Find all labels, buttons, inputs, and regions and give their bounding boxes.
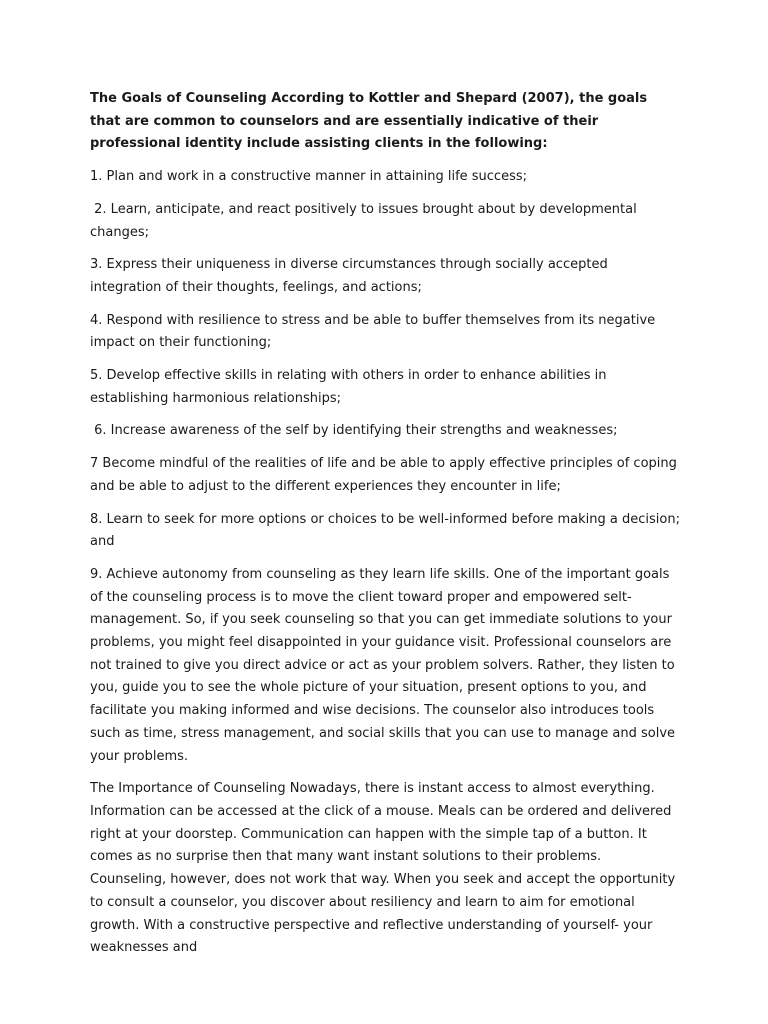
goal-item-7: 7 Become mindful of the realities of life and be able to apply effective principles of coping and be able to adjust to the different experiences they encounter in life;: [90, 456, 677, 494]
document-page: [90, 88, 680, 970]
goal-item-3: 3. Express their uniqueness in diverse circumstances through socially accepted integration of their thoughts, feelings, and actions;: [90, 257, 608, 295]
goal-item-8: 8. Learn to seek for more options or choices to be well-informed before making a decision; and: [90, 511, 680, 550]
goal-item-5: 5. Develop effective skills in relating with others in order to enhance abilities in establishing harmonious relationships;: [90, 368, 607, 406]
goal-item-2: 2. Learn, anticipate, and react positively to issues brought about by developmental changes;: [90, 201, 641, 240]
document-heading: The Goals of Counseling According to Kottler and Shepard (2007), the goals that are common to counselors and are essentially indicative of their professional identity include assisting clients in the following:: [90, 91, 648, 152]
goal-item-9: 9. Achieve autonomy from counseling as they learn life skills. One of the important goals of the counseling process is to move the client toward proper and empowered selt-management. So, if you seek counseling so that you can get immediate solutions to your problems, you might feel disappointed in your guidance visit. Professional counselors are not trained to give you direct advice or act as your problem solvers. Rather, they listen to you, guide you to see the whole picture of your situation, present options to you, and facilitate you making informed and wise decisions. The counselor also introduces tools such as time, stress management, and social skills that you can use to manage and solve your problems.: [90, 566, 676, 764]
goal-item-6: 6. Increase awareness of the self by identifying their strengths and weaknesses;: [90, 423, 618, 439]
goal-item-1: 1. Plan and work in a constructive manner in attaining life success;: [90, 169, 528, 185]
goal-item-4: 4. Respond with resilience to stress and be able to buffer themselves from its negative impact on their functioning;: [90, 312, 656, 351]
importance-paragraph: The Importance of Counseling Nowadays, there is instant access to almost everything. Information can be accessed at the click of a mouse. Meals can be ordered and delivered right at your doorstep. Communication can happen with the simple tap of a button. It comes as no surprise then that many want instant solutions to their problems. Counseling, however, does not work that way. When you seek and accept the opportunity to consult a counselor, you discover about resiliency and learn to aim for emotional growth. With a constructive perspective and reflective understanding of yourself- your weaknesses and: [90, 781, 676, 956]
